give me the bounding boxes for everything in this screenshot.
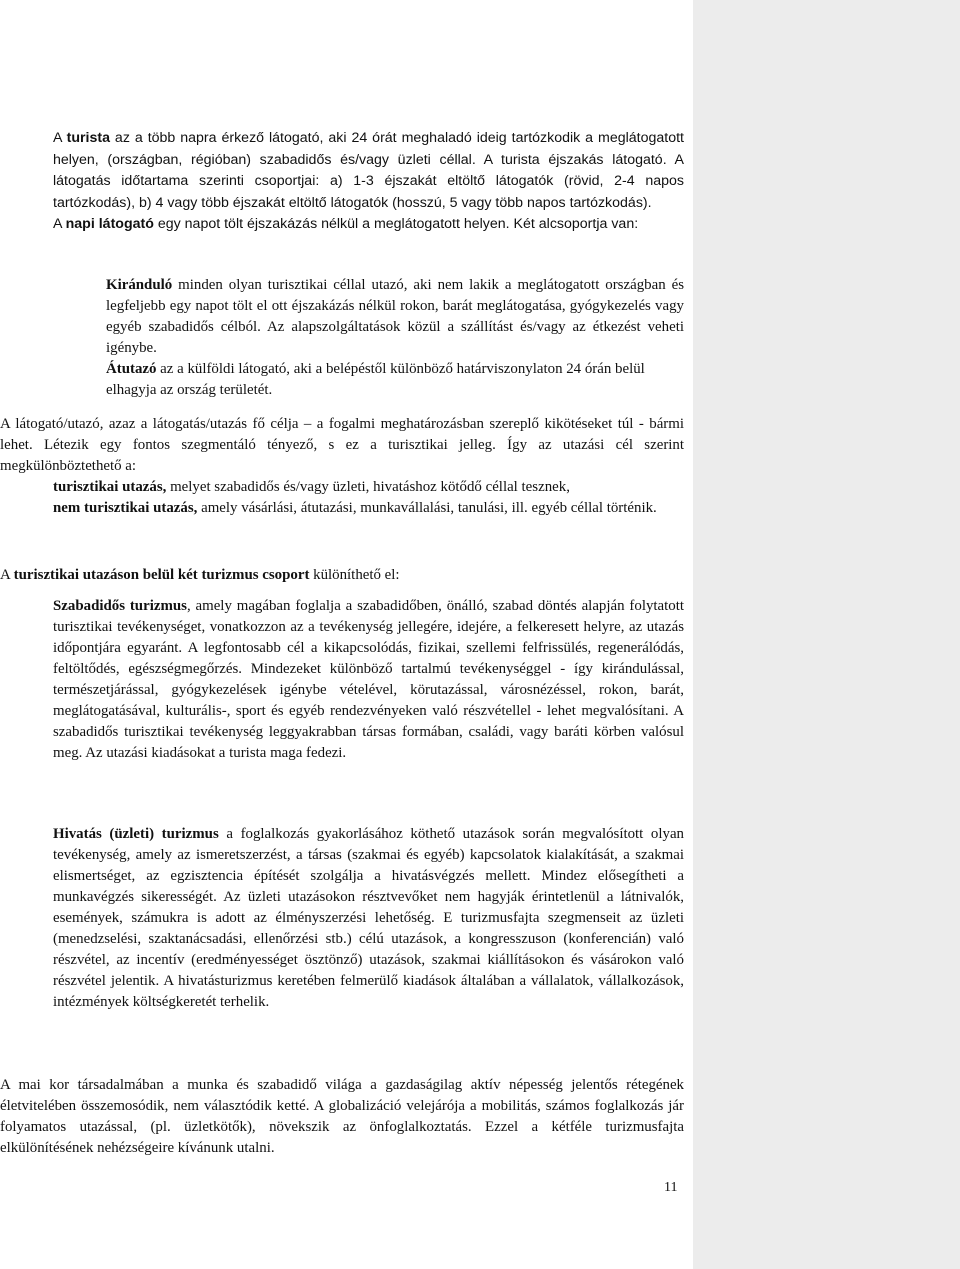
- tourist-definition-block: [53, 128, 684, 236]
- term-turista: turista: [66, 130, 110, 146]
- text-run: melyet szabadidős és/vagy üzleti, hivatáshoz kötődő céllal tesznek,: [166, 479, 570, 495]
- text-run: minden olyan turisztikai céllal utazó, aki nem lakik a meglátogatott országban és legfeljebb egy napot tölt el ott éjszakázás nélkül rokon, barát meglátogatása, gyógykezelés vagy egyéb szabadidős célból. Az alapszolgáltatások közül a szállítást és/vagy az étkezést veheti igénybe.: [106, 277, 684, 356]
- leisure-tourism-paragraph: [53, 596, 684, 764]
- text-run: A: [0, 567, 14, 583]
- business-tourism-paragraph: [53, 824, 684, 1013]
- tourist-paragraph: [53, 128, 684, 214]
- term-turisztikai-utazas: turisztikai utazás,: [53, 479, 167, 495]
- travel-purpose-block: [0, 414, 684, 519]
- list-item-non-tourist-travel: [53, 498, 684, 519]
- text-run: A: [53, 130, 67, 146]
- term-ket-turizmus-csoport: turisztikai utazáson belül két turizmus csoport: [13, 567, 310, 583]
- modern-society-paragraph: [0, 1075, 684, 1159]
- page-number: 11: [664, 1180, 678, 1195]
- term-kirandulo: Kiránduló: [106, 277, 173, 293]
- text-run: A: [53, 216, 66, 232]
- term-nem-turisztikai-utazas: nem turisztikai utazás,: [53, 500, 198, 516]
- travel-purpose-paragraph: A látogató/utazó, azaz a látogatás/utazás fő célja – a fogalmi meghatározásban szereplő kikötéseket túl - bármi lehet. Létezik egy fontos szegmentáló tényező, s ez a turisztikai jelleg. Így az utazási cél szerint megkülönböztethető a:: [0, 416, 684, 474]
- day-visitor-subgroups: [106, 275, 684, 401]
- day-visitor-paragraph: [53, 214, 684, 236]
- subgroup-transit: [106, 359, 666, 401]
- text-run: különíthető el:: [309, 567, 400, 583]
- text-run: A mai kor társadalmában a munka és szabadidő világa a gazdaságilag aktív népesség jelentős rétegének életvitelében összemosódik, nem választódik ketté. A globalizáció velejárója a mobilitás, számos foglalkozás jár folyamatos utazással, (pl. üzletkötők), növekszik az önfoglalkoztatás. Ezzel a kétféle turizmusfajta elkülönítésének nehézségeire kívánunk utalni.: [0, 1077, 684, 1156]
- list-item-tourist-travel: [53, 477, 684, 498]
- term-hivatas-turizmus: Hivatás (üzleti) turizmus: [53, 826, 219, 842]
- term-napi-latogato: napi látogató: [65, 216, 154, 232]
- comment-margin-panel: [693, 0, 960, 1269]
- text-run: az a több napra érkező látogató, aki 24 órát meghaladó ideig tartózkodik a meglátogatott helyen, (országban, régióban) szabadidős és/vagy üzleti céllal. A turista éjszakás látogató. A látogatás időtartama szerinti csoportjai: a) 1-3 éjszakát eltöltő látogatók (rövid, 2-4 napos tartózkodás), b) 4 vagy több éjszakát eltöltő látogatók (hosszú, 5 vagy több napos tartózkodás).: [53, 130, 684, 211]
- text-run: az a külföldi látogató, aki a belépéstől különböző határviszonylaton 24 órán belül elhagyja az ország területét.: [106, 361, 645, 398]
- text-run: egy napot tölt éjszakázás nélkül a meglátogatott helyen. Két alcsoportja van:: [153, 216, 639, 232]
- tourism-groups-intro: [0, 565, 684, 586]
- term-szabadidos-turizmus: Szabadidős turizmus: [53, 598, 187, 614]
- text-run: , amely magában foglalja a szabadidőben, önálló, szabad döntés alapján folytatott turisztikai tevékenységet, vonatkozzon az a tevékenység jellegére, idejére, a felkeresett helyre, az utazás időpontjára egyaránt. A legfontosabb cél a kikapcsolódás, fizikai, szellemi felfrissülés, regenerálódás, feltöltődés, egészségmegőrzés. Mindezeket különböző tartalmú tevékenységgel - így kirándulással, természetjárással, gyógykezelések igénybe vételével, körutazással, városnézéssel, rokon, barát, meglátogatásával, kulturális-, sport és egyéb rendezvényeken való részvétellel - lehet megvalósítani. A szabadidős turisztikai tevékenység leggyakrabban társas formában, családi, vagy baráti körben valósul meg. Az utazási kiadásokat a turista maga fedezi.: [53, 598, 685, 761]
- term-atutazo: Átutazó: [106, 361, 157, 377]
- subgroup-excursionist: [106, 275, 684, 359]
- text-run: a foglalkozás gyakorlásához köthető utazások során megvalósított olyan tevékenység, amely az ismeretszerzést, a társas (szakmai és egyéb) kapcsolatok kialakítását, a szakmai elismertséget, az egzisztencia építését szolgálja a hivatásvégzés mellett. Mindez elősegítheti a munkavégzés sikerességét. Az üzleti utazásokon résztvevőket nem hagyják érintetlenül a látnivalók, események, számukra is adott az élményszerzési lehetőség. E turizmusfajta szegmenseit az üzleti (menedzselési, szaktanácsadási, ellenőrzési stb.) célú utazások, a kongresszuson (konferencián) való részvétel, az incentív (eredményességet ösztönző) utazások, szakmai kiállításokon és vásárokon való részvétel jelentik. A hivatásturizmus keretében felmerülő kiadások általában a vállalatok, vállalkozások, intézmények költségkeretét terhelik.: [53, 826, 684, 1010]
- text-run: amely vásárlási, átutazási, munkavállalási, tanulási, ill. egyéb céllal történik.: [197, 500, 657, 516]
